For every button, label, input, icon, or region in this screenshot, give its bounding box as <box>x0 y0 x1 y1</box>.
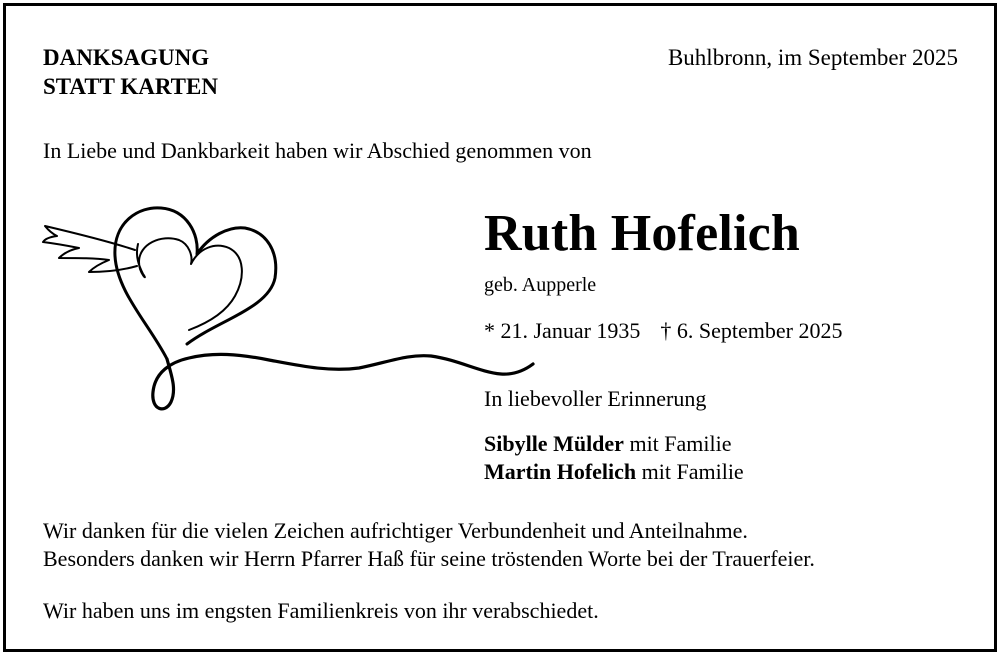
birth-date: * 21. Januar 1935 <box>484 318 641 343</box>
notice-heading-line2: STATT KARTEN <box>43 74 218 99</box>
mourner-name: Martin Hofelich <box>484 459 637 484</box>
deceased-name: Ruth Hofelich <box>484 205 801 262</box>
mourner-name: Sibylle Mülder <box>484 431 624 456</box>
life-dates <box>484 317 843 345</box>
mourner-suffix: mit Familie <box>636 459 744 484</box>
mourner-suffix: mit Familie <box>623 431 732 456</box>
place-date: Buhlbronn, im September 2025 <box>667 45 958 70</box>
winged-heart-icon <box>39 204 539 419</box>
thanks-line1: Wir danken für die vielen Zeichen aufrichtiger Verbundenheit und Anteilnahme. <box>43 518 748 543</box>
intro-text: In Liebe und Dankbarkeit haben wir Abschied genommen von <box>43 138 592 163</box>
closing-text: Wir haben uns im engsten Familienkreis von ihr verabschiedet. <box>43 598 599 623</box>
notice-heading-line1: DANKSAGUNG <box>43 45 210 70</box>
birth-name: geb. Aupperle <box>484 274 597 296</box>
obituary-notice <box>3 3 997 652</box>
thanks-line2: Besonders danken wir Herrn Pfarrer Haß für seine tröstenden Worte bei der Trauerfeier. <box>43 546 815 571</box>
remembrance-text: In liebevoller Erinnerung <box>484 386 707 411</box>
death-date: † 6. September 2025 <box>660 318 843 343</box>
mourner-line <box>484 430 732 458</box>
mourner-line <box>484 458 744 486</box>
